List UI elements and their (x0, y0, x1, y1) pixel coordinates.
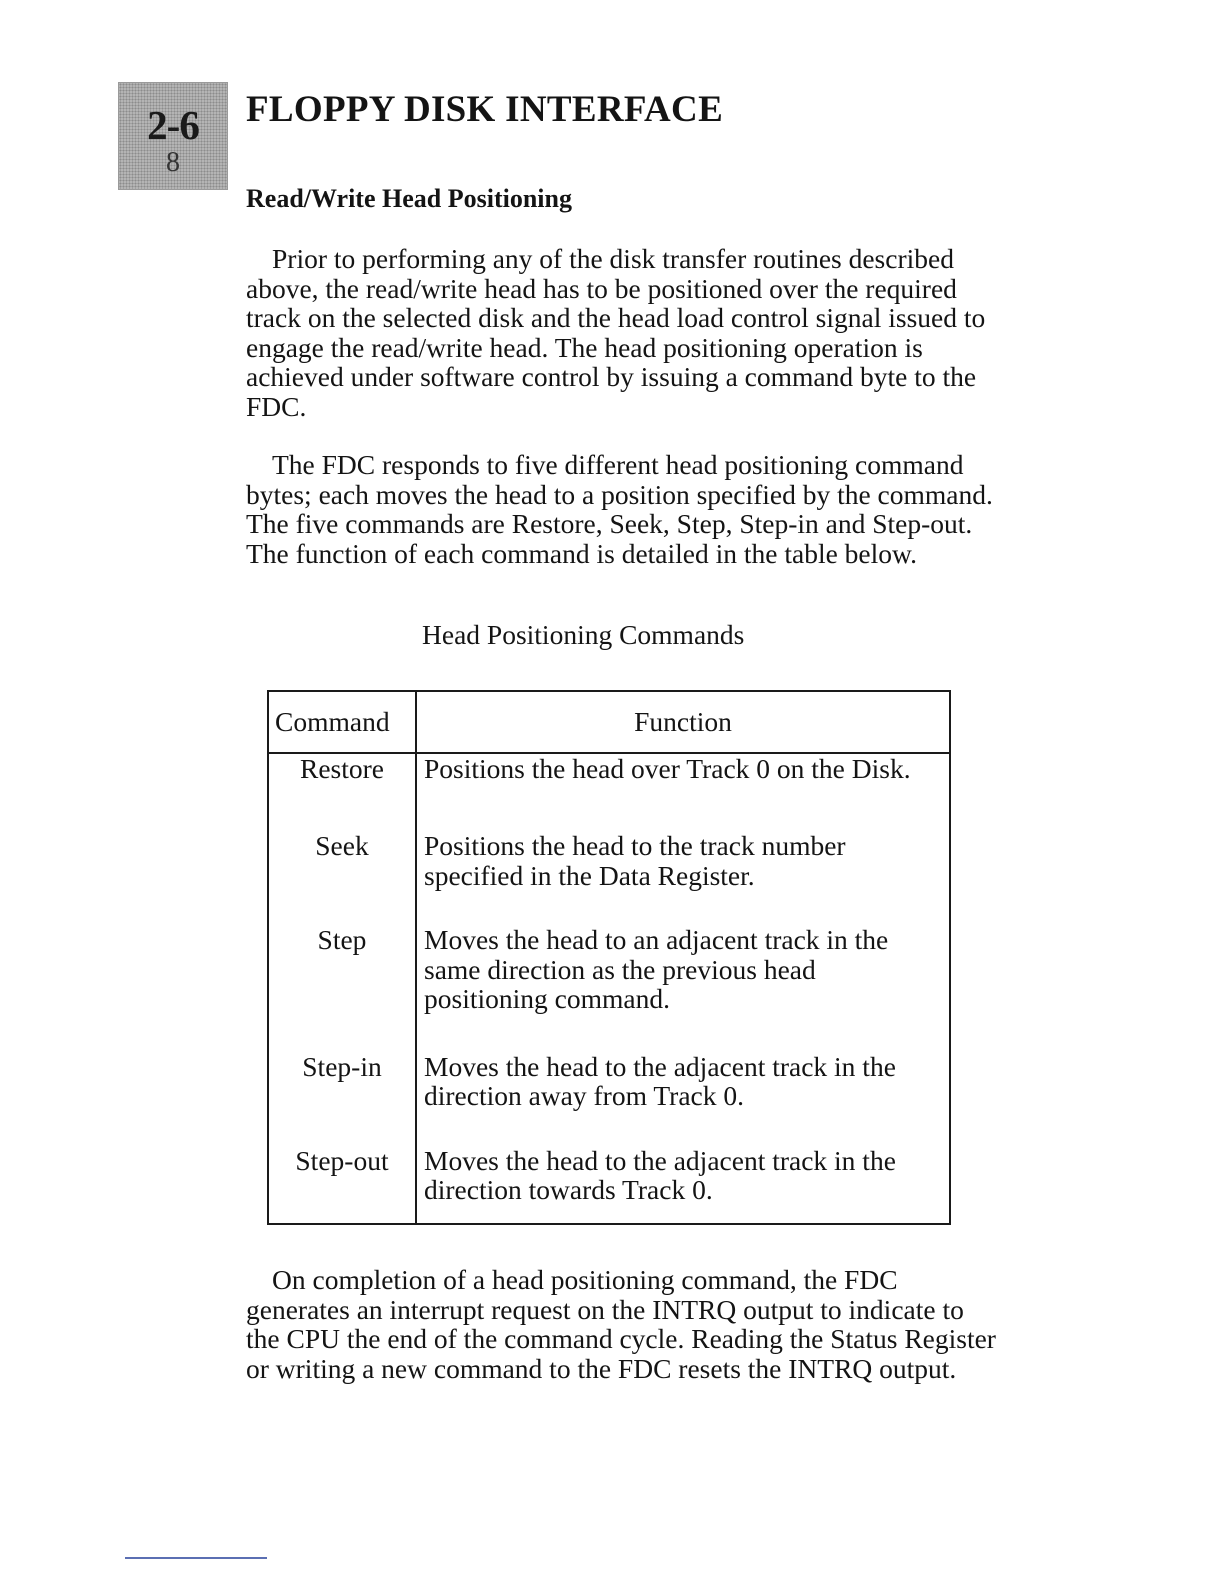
command-cell: Step (268, 925, 416, 1051)
function-cell: Positions the head over Track 0 on the Disk. (424, 753, 911, 784)
section-number: 2-6 (147, 102, 199, 148)
table-row (268, 1146, 950, 1224)
paragraph-commands: The FDC responds to five different head positioning command bytes; each moves the head to a position specified by the command. The five commands are Restore, Seek, Step, Step-in and Step-out. The function of each command is detailed in the table below. (246, 449, 993, 569)
column-header-function: Function (416, 691, 950, 753)
page-number: 8 (166, 147, 180, 178)
command-cell: Step-out (268, 1146, 416, 1224)
table-row (268, 1052, 950, 1146)
function-cell: Moves the head to the adjacent track in the direction towards Track 0. (424, 1144, 896, 1206)
table-caption: Head Positioning Commands (422, 619, 745, 650)
function-cell: Positions the head to the track number specified in the Data Register. (424, 830, 846, 891)
head-positioning-table (267, 690, 951, 1225)
section-title: Read/Write Head Positioning (246, 184, 572, 213)
command-cell: Step-in (268, 1052, 416, 1146)
command-cell: Seek (268, 831, 416, 925)
table-row (268, 925, 950, 1051)
function-cell: Moves the head to the adjacent track in the direction away from Track 0. (424, 1050, 896, 1112)
command-cell: Restore (268, 753, 416, 831)
chapter-title: FLOPPY DISK INTERFACE (246, 89, 724, 130)
footer-rule (125, 1557, 267, 1559)
table-header-row (268, 691, 950, 753)
table-row (268, 753, 950, 831)
function-cell: Moves the head to an adjacent track in the same direction as the previous head positioning command. (424, 924, 889, 1015)
paragraph-intro: Prior to performing any of the disk transfer routines described above, the read/write head has to be positioned over the required track on the selected disk and the head load control signal issued to engage the read/write head. The head positioning operation is achieved under software control by issuing a command byte to the FDC. (246, 243, 986, 422)
section-badge (118, 82, 228, 190)
table-row (268, 831, 950, 925)
column-header-command: Command (268, 691, 416, 753)
paragraph-completion: On completion of a head positioning command, the FDC generates an interrupt request on the INTRQ output to indicate to the CPU the end of the command cycle. Reading the Status Register or writing a new command to the FDC resets the INTRQ output. (246, 1264, 996, 1384)
